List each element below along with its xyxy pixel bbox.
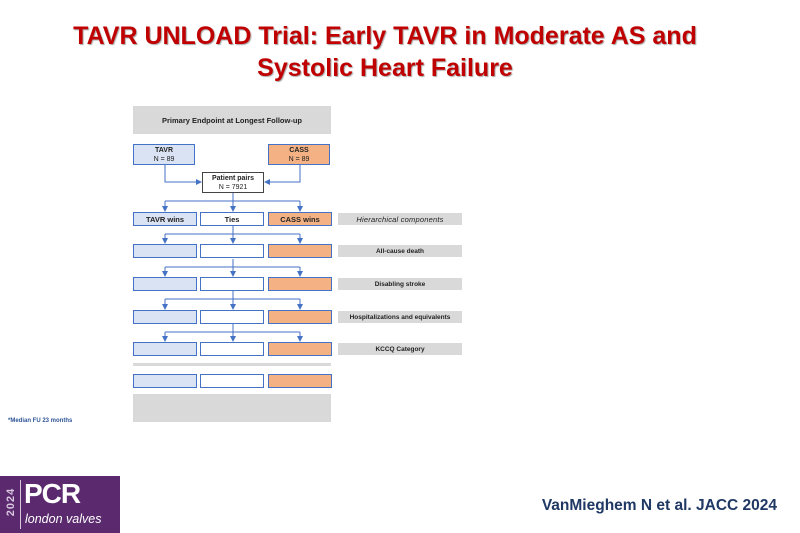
tavr-wins-box: TAVR wins xyxy=(133,212,197,226)
tier4-ties-box xyxy=(200,342,264,356)
logo-name: PCR xyxy=(24,478,81,509)
component-disabling-stroke: Disabling stroke xyxy=(338,278,462,290)
result-box xyxy=(133,394,331,422)
total-ties-box xyxy=(200,374,264,388)
slide-title-line2: Systolic Heart Failure xyxy=(257,54,513,82)
footnote: *Median FU 23 months xyxy=(8,418,73,424)
component-hospitalizations: Hospitalizations and equivalents xyxy=(338,311,462,323)
pcr-london-valves-logo xyxy=(0,476,120,533)
cass-arm-label: CASS xyxy=(289,147,309,154)
hierarchical-components-label: Hierarchical components xyxy=(338,213,462,225)
patient-pairs-label: Patient pairs xyxy=(211,175,254,182)
patient-pairs-n: N = 7921 xyxy=(218,184,248,191)
tavr-arm-box xyxy=(133,144,195,165)
cass-arm-box xyxy=(268,144,330,165)
logo-year: 2024 xyxy=(5,487,17,517)
component-all-cause-death: All-cause death xyxy=(338,245,462,257)
tier1-tavr-box xyxy=(133,244,197,258)
total-tavr-box xyxy=(133,374,197,388)
tier1-ties-box xyxy=(200,244,264,258)
primary-endpoint-header: Primary Endpoint at Longest Follow-up xyxy=(133,106,331,134)
tier1-cass-box xyxy=(268,244,332,258)
tier2-tavr-box xyxy=(133,277,197,291)
tier3-tavr-box xyxy=(133,310,197,324)
tavr-arm-label: TAVR xyxy=(154,147,174,154)
tier4-cass-box xyxy=(268,342,332,356)
logo-subtitle: london valves xyxy=(25,512,102,526)
patient-pairs-box xyxy=(202,172,264,193)
logo-divider xyxy=(20,480,21,529)
citation: VanMieghem N et al. JACC 2024 xyxy=(541,497,777,514)
separator-bar xyxy=(133,363,331,366)
component-kccq-category: KCCQ Category xyxy=(338,343,462,355)
tier3-cass-box xyxy=(268,310,332,324)
tier3-ties-box xyxy=(200,310,264,324)
slide-title-line1: TAVR UNLOAD Trial: Early TAVR in Moderate AS and xyxy=(73,22,697,50)
cass-wins-box: CASS wins xyxy=(268,212,332,226)
tavr-arm-n: N = 89 xyxy=(153,156,175,163)
ties-box: Ties xyxy=(200,212,264,226)
tier2-cass-box xyxy=(268,277,332,291)
total-cass-box xyxy=(268,374,332,388)
cass-arm-n: N = 89 xyxy=(288,156,310,163)
tier4-tavr-box xyxy=(133,342,197,356)
tier2-ties-box xyxy=(200,277,264,291)
